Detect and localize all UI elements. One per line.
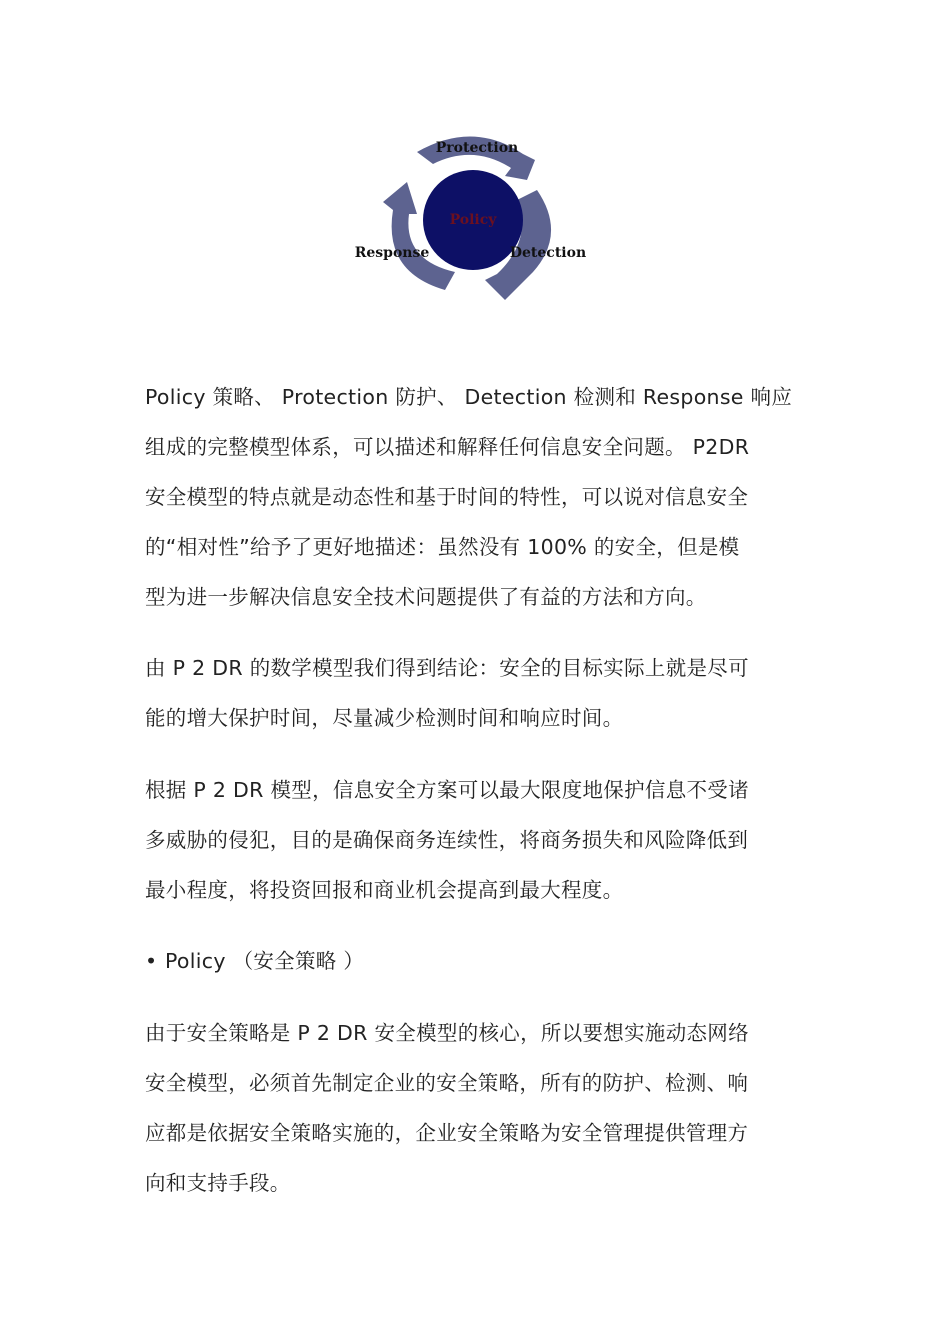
text-line: 组成的完整模型体系，可以描述和解释任何信息安全问题。 P2DR xyxy=(145,435,750,459)
paragraph-policy-core xyxy=(145,1008,810,1208)
protection-label: Protection xyxy=(435,140,519,156)
paragraph-math-model xyxy=(145,643,810,743)
paragraph-security-plan xyxy=(145,765,810,915)
text-line: 由于安全策略是 P 2 DR 安全模型的核心，所以要想实施动态网络 xyxy=(145,1021,749,1045)
text-line: 能的增大保护时间，尽量减少检测时间和响应时间。 xyxy=(145,706,624,730)
text-line: 安全模型，必须首先制定企业的安全策略，所有的防护、检测、响 xyxy=(145,1071,749,1095)
bullet-policy xyxy=(145,936,810,986)
paragraph-p2dr-intro xyxy=(145,372,810,622)
response-label: Response xyxy=(354,245,430,261)
text-line: 由 P 2 DR 的数学模型我们得到结论：安全的目标实际上就是尽可 xyxy=(145,656,749,680)
text-line: 向和支持手段。 xyxy=(145,1171,291,1195)
text-line: 的“相对性”给予了更好地描述：虽然没有 100% 的安全，但是模 xyxy=(145,535,740,559)
bullet-dot-icon: • xyxy=(145,949,158,973)
text-line: 多威胁的侵犯，目的是确保商务连续性，将商务损失和风险降低到 xyxy=(145,828,749,852)
detection-label: Detection xyxy=(509,245,587,261)
bullet-item xyxy=(145,936,810,986)
p2dr-diagram xyxy=(345,122,605,307)
text-line: 最小程度，将投资回报和商业机会提高到最大程度。 xyxy=(145,878,624,902)
text-line: 应都是依据安全策略实施的，企业安全策略为安全管理提供管理方 xyxy=(145,1121,749,1145)
text-line: 型为进一步解决信息安全技术问题提供了有益的方法和方向。 xyxy=(145,585,707,609)
text-line: Policy 策略、 Protection 防护、 Detection 检测和 Response 响应 xyxy=(145,385,793,409)
text-line: 安全模型的特点就是动态性和基于时间的特性，可以说对信息安全 xyxy=(145,485,749,509)
policy-label: Policy xyxy=(449,212,497,228)
bullet-text: Policy （安全策略 ） xyxy=(165,949,365,973)
text-line: 根据 P 2 DR 模型，信息安全方案可以最大限度地保护信息不受诸 xyxy=(145,778,749,802)
